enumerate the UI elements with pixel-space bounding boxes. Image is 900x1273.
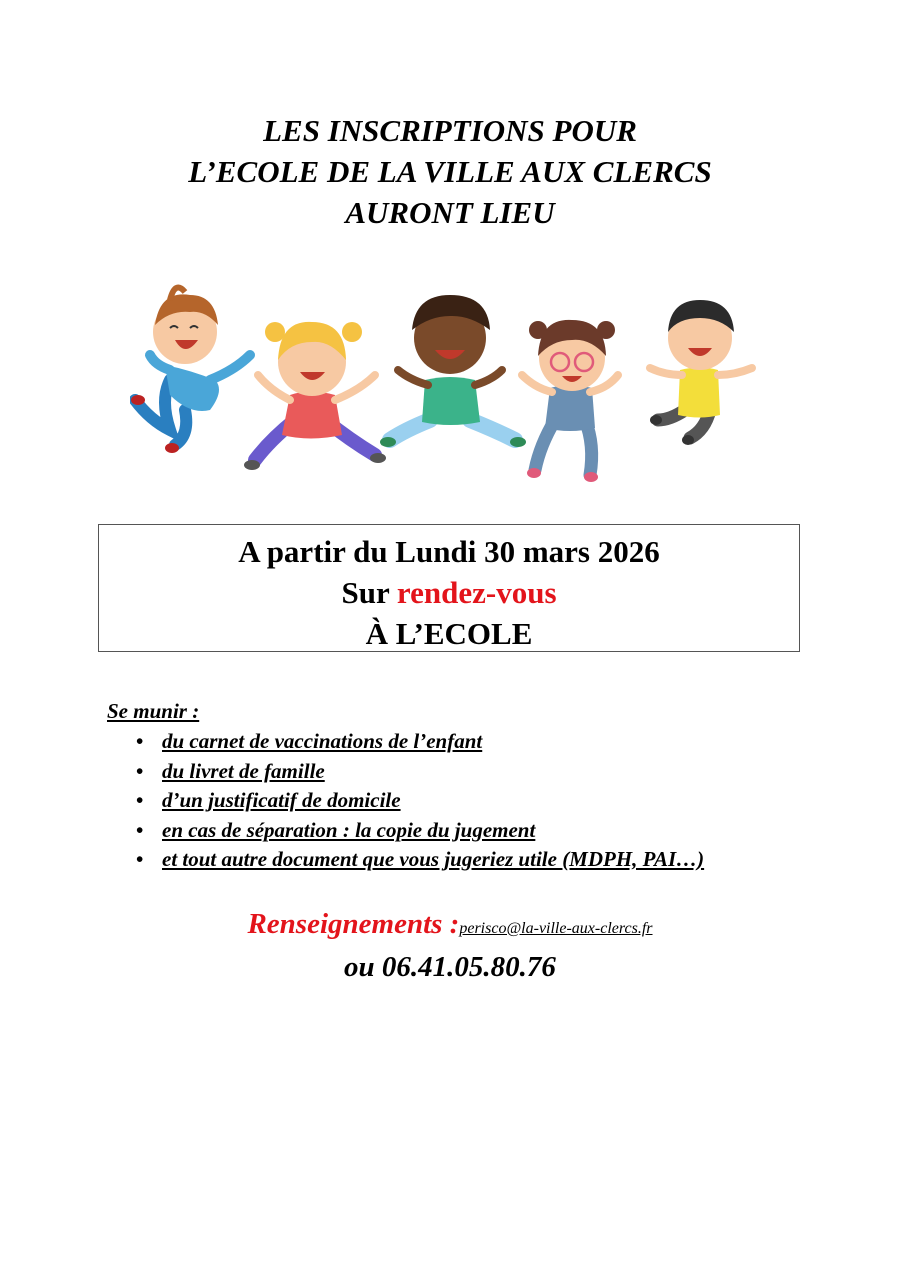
- email-link[interactable]: perisco@la-ville-aux-clercs.fr: [459, 920, 653, 937]
- registration-date: A partir du Lundi 30 mars 2026: [238, 534, 660, 569]
- child-1-boy: [131, 288, 250, 454]
- jumping-children-illustration: [130, 270, 770, 495]
- contact-info: [0, 905, 900, 986]
- bullet-icon: •: [136, 758, 144, 783]
- child-5-boy: [650, 300, 752, 445]
- documents-list: [130, 727, 704, 875]
- registration-info-box: [98, 524, 800, 652]
- documents-heading: Se munir :: [107, 699, 200, 723]
- contact-line: [0, 905, 900, 948]
- phone-line: ou 06.41.05.80.76: [344, 951, 556, 983]
- appointment-line: [99, 572, 799, 613]
- appointment-prefix: Sur: [341, 575, 397, 610]
- child-2-girl: [244, 322, 386, 470]
- list-item: • et tout autre document que vous jugeriez utile (MDPH, PAI…): [136, 847, 705, 871]
- page-title: [0, 110, 900, 233]
- title-line-1: LES INSCRIPTIONS POUR: [263, 113, 637, 148]
- bullet-icon: •: [136, 817, 144, 842]
- child-3-boy: [380, 295, 526, 447]
- bullet-icon: •: [136, 847, 144, 871]
- list-item: • du carnet de vaccinations de l’enfant: [136, 729, 483, 753]
- list-item: • du livret de famille: [136, 758, 325, 783]
- contact-label: Renseignements :: [247, 908, 460, 940]
- list-item: • d’un justificatif de domicile: [136, 788, 401, 812]
- list-item: • en cas de séparation : la copie du jugement: [136, 817, 536, 842]
- location-line: À L’ECOLE: [365, 616, 533, 651]
- bullet-icon: •: [136, 729, 144, 753]
- title-line-2: L’ECOLE DE LA VILLE AUX CLERCS: [188, 154, 712, 189]
- appointment-highlight: rendez-vous: [396, 575, 557, 610]
- child-4-girl: [522, 320, 618, 482]
- bullet-icon: •: [136, 788, 144, 812]
- title-line-3: AURONT LIEU: [345, 195, 555, 230]
